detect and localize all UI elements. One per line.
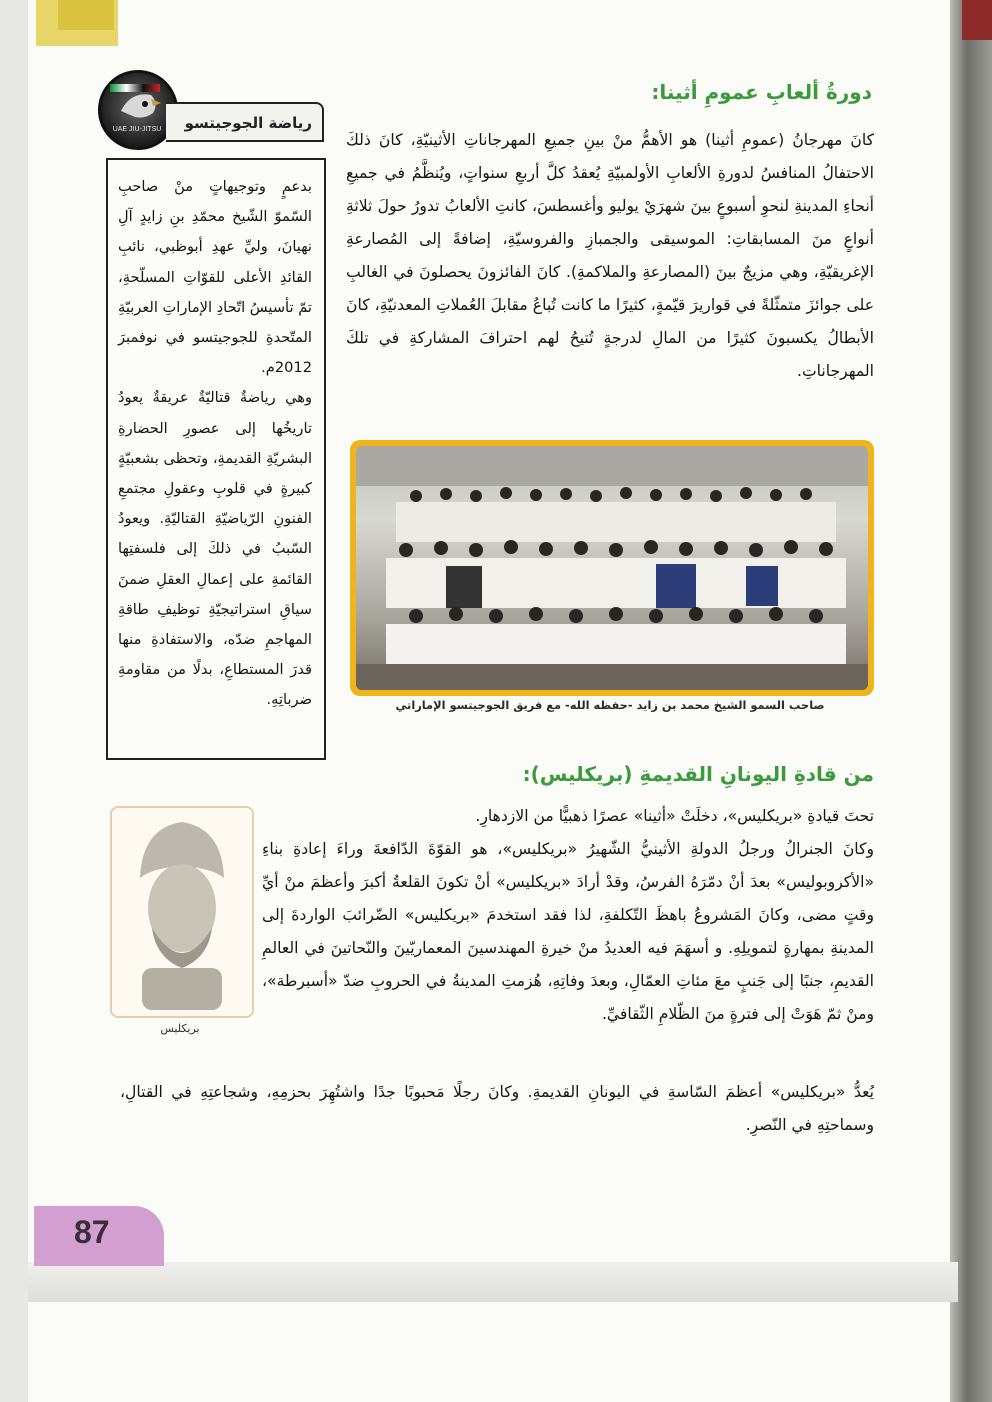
book-spine	[950, 0, 992, 1402]
corner-tab-inner	[58, 0, 114, 30]
athens-paragraph: كانَ مهرجانُ (عمومِ أثينا) هو الأهمُّ منْ بينِ جميعِ المهرجاناتِ الأثينيّةِ، كانَ ذلكَ الاحتفالُ المنافسُ لدورةِ الألعابِ الأولمبيّةِ يُعقدُ كلَّ أربعِ سنواتٍ، ويُنظَّمُ في جميعِ أنحاءِ المدينةِ لنحوِ أسبوعٍ بينَ شهرَيْ يوليو وأغسطسَ، كانتِ الألعابُ تدورُ حولَ ثلاثةِ أنواعٍ منَ المسابقاتِ: الموسيقى والجمبازِ والفروسيّةِ، إضافةً إلى المُصارعةِ الإغريقيّةِ، وهي مزيجٌ بينَ (المصارعةِ والملاكمةِ). كانَ الفائزونَ يحصلونَ في الغالبِ على جوائزَ متمثّلةً في قواريرَ قيّمةٍ، كثيرًا ما كانت تُباعُ مقابلَ العُملاتِ المعدنيّةِ، كانَ الأبطالُ يكسبونَ كثيرًا من المالِ لدرجةٍ تُتيحُ لهم احترافَ المشاركةِ في تلكَ المهرجاناتِ.	[346, 131, 874, 380]
sidebar-paragraph-2: وهي رياضةٌ قتاليّةٌ عريقةٌ يعودُ تاريخُها إلى عصورِ الحضارةِ البشريّةِ القديمةِ، وتحظى بشعبيّةٍ كبيرةٍ في قلوبِ وعقولِ مجتمعِ الفنونِ الرّياضيّةِ القتاليّةِ. ويعودُ السّببُ في ذلكَ إلى فلسفتِها القائمةِ على إعمالِ العقلِ ضمنَ سياقِ استراتيجيّةِ توظيفِ طاقةِ المهاجمِ ضدّه، والاستفادةِ منها قدرَ المستطاعِ، بدلًا من مقاومةِ ضرباتِهِ.	[118, 389, 312, 709]
emblem-text: UAE JIU-JITSU	[112, 126, 162, 133]
spine-mark	[962, 0, 992, 40]
page-number: 87	[74, 1214, 110, 1250]
section-body-pericles-end	[120, 1076, 874, 1142]
emblem-flag-band	[110, 84, 160, 92]
pericles-paragraph-2: وكانَ الجنرالُ ورجلُ الدولةِ الأثينيُّ الشّهيرُ «بريكليس»، هو القوّةَ الدّافعةَ وراءَ إعادةِ بناءِ «الأكروبوليس» بعدَ أنْ دمّرَهُ الفرسُ، وقدْ أرادَ «بريكليس» أنْ تكونَ القلعةُ أكبرَ وأعظمَ منْ أيِّ وقتٍ مضى، وكانَ المَشروعُ باهظَ التّكلفةِ، لذا فقد استخدمَ «بريكليس» الضّرائبَ الواردةَ إلى المدينةِ بمهارةٍ لتمويلِهِ. و أسهَمَ فيه العديدُ منْ خيرةِ المهندسينَ المعماريّينَ والنّحاتينَ في العالمِ القديمِ، جنبًا إلى جَنبٍ معَ مئاتِ العمّالِ، وبعدَ وفاتِهِ، هُزمتِ المدينةُ في الحروبِ ضدّ «أسبرطة»، ومنْ ثمّ هَوَتْ إلى فترةٍ منَ الظّلامِ الثّقافيِّ.	[262, 840, 874, 1023]
sidebar-textbox	[106, 158, 326, 760]
sidebar-header: رياضة الجوجيتسو	[166, 102, 324, 142]
section-heading-pericles: من قادةِ اليونانِ القديمةِ (بريكليس):	[522, 762, 874, 786]
pericles-bust-image	[110, 806, 254, 1018]
section-heading-athens: دورةُ ألعابِ عمومِ أثينا:	[651, 80, 872, 104]
pericles-paragraph-3: يُعدُّ «بريكليس» أعظمَ السّاسةِ في اليونانِ القديمةِ. وكانَ رجلًا مَحبوبًا جدًا واشتُهِرَ بحزمِهِ، وشجاعتِهِ في القتالِ، وسماحتِهِ في النّصرِ.	[120, 1083, 874, 1134]
section-body-athens	[346, 124, 874, 388]
bust-caption: بريكليس	[160, 1022, 200, 1035]
team-photo	[356, 446, 868, 690]
photo-caption: صاحب السمو الشيخ محمد بن زايد -حفظه الله- مع فريق الجوجيتسو الإماراتي	[395, 698, 825, 712]
sidebar-paragraph-1: بدعمٍ وتوجيهاتٍ منْ صاحبِ السّموّ الشّيخ محمّدِ بنِ زايدٍ آلِ نهيانَ، وليِّ عهدِ أبوظبي، نائبِ القائدِ الأعلى للقوّاتِ المسلّحةِ، تمّ تأسيسُ اتّحادِ الإماراتِ العربيّةِ المتّحدةِ للجوجيتسو في نوفمبرَ 2012م.	[118, 178, 312, 377]
pericles-paragraph-1: تحتَ قيادةِ «بريكليس»، دخلَتْ «أثينا» عصرًا ذهبيًّا من الازدهارِ.	[475, 807, 874, 825]
page-bottom-band	[28, 1262, 958, 1302]
section-body-pericles-intro	[262, 800, 874, 1031]
